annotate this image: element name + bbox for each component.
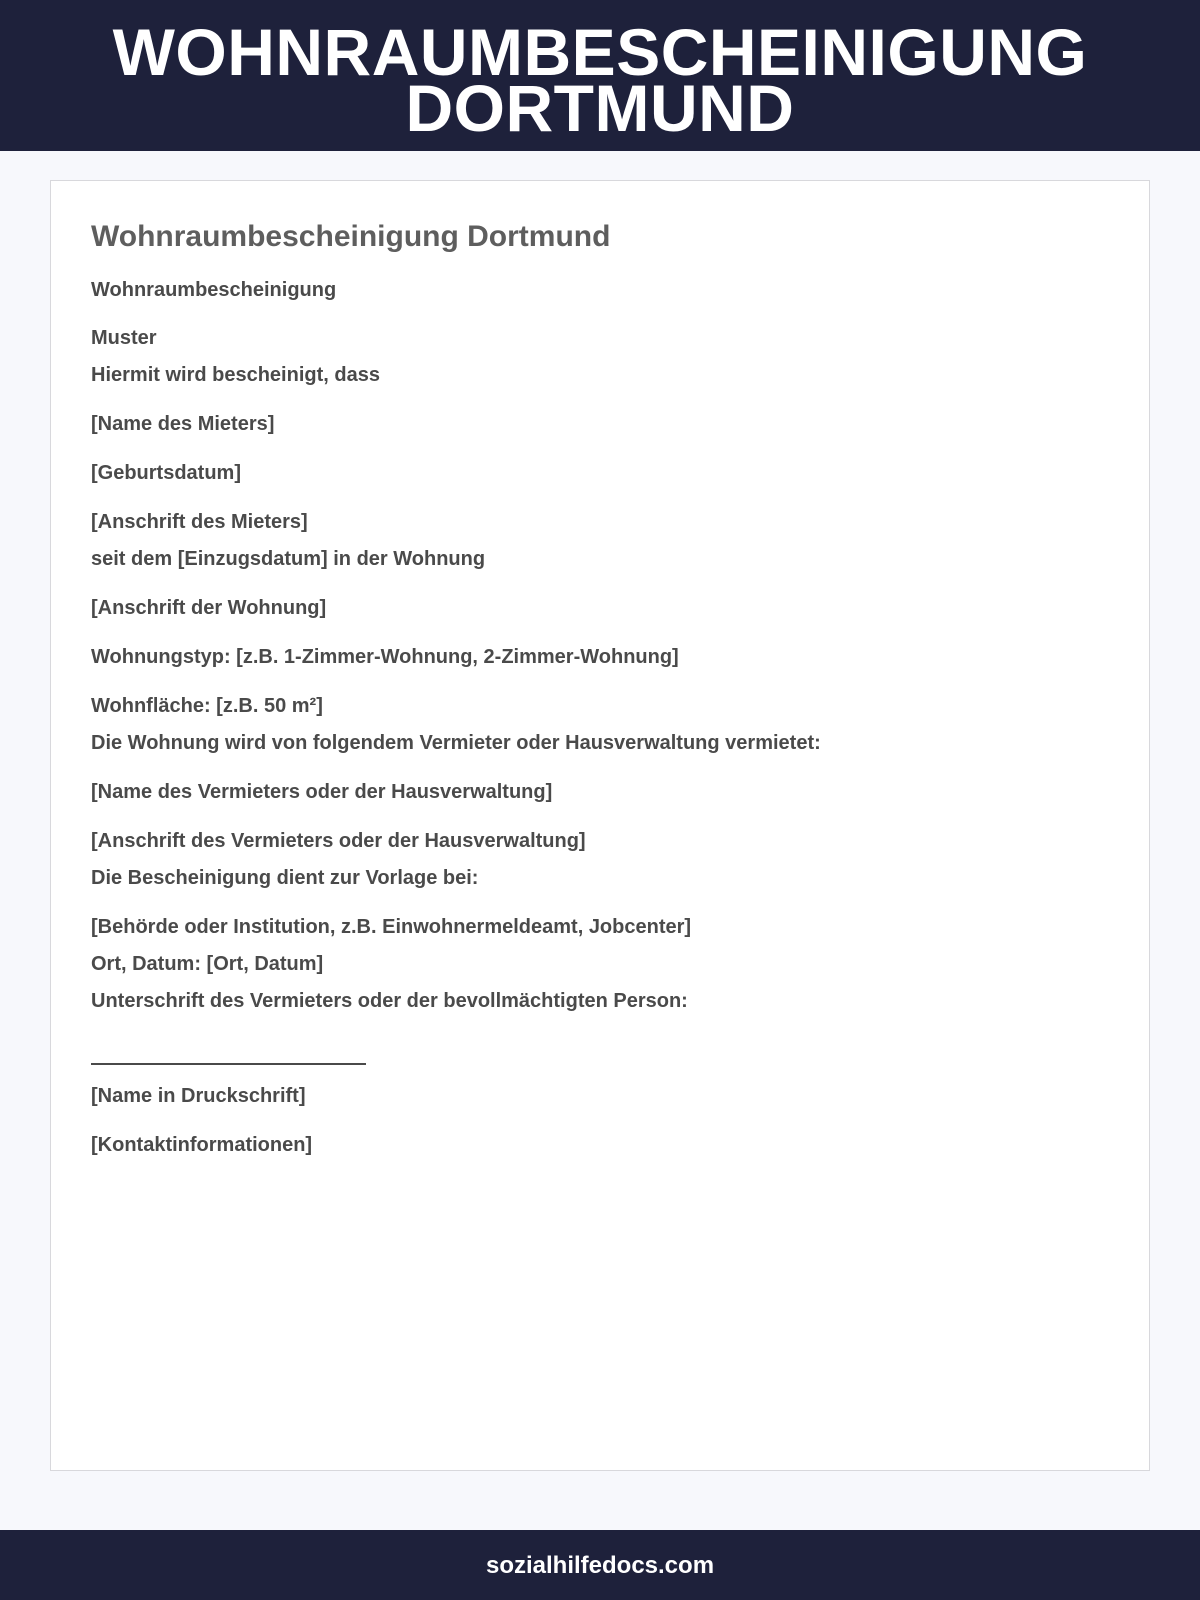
certification-intro: Hiermit wird bescheinigt, dass: [91, 364, 380, 386]
document-card: [50, 180, 1150, 1471]
sample-label: Muster: [91, 327, 157, 349]
birth-date-placeholder: [Geburtsdatum]: [91, 462, 241, 484]
tenant-address-placeholder: [Anschrift des Mieters]: [91, 511, 308, 533]
banner-title: [0, 15, 1200, 145]
purpose-intro-line: Die Bescheinigung dient zur Vorlage bei:: [91, 867, 479, 889]
footer-site-name: sozialhilfedocs.com: [485, 1552, 715, 1579]
landlord-name-placeholder: [Name des Vermieters oder der Hausverwaltung]: [91, 781, 553, 803]
apartment-address-placeholder: [Anschrift der Wohnung]: [91, 597, 327, 619]
footer-bar: [0, 1530, 1200, 1600]
printed-name-placeholder: [Name in Druckschrift]: [91, 1085, 306, 1107]
authority-placeholder: [Behörde oder Institution, z.B. Einwohnermeldeamt, Jobcenter]: [91, 916, 692, 938]
contact-info-placeholder: [Kontaktinformationen]: [91, 1134, 313, 1156]
banner-title-line-2: DORTMUND: [405, 71, 795, 145]
signature-line: [91, 1063, 366, 1065]
title-banner: [0, 0, 1200, 151]
move-in-date-line: seit dem [Einzugsdatum] in der Wohnung: [91, 548, 486, 570]
place-date-line: Ort, Datum: [Ort, Datum]: [91, 953, 324, 975]
document-type-line: Wohnraumbescheinigung: [91, 279, 337, 301]
landlord-intro-line: Die Wohnung wird von folgendem Vermieter oder Hausverwaltung vermietet:: [91, 732, 821, 754]
document-heading: Wohnraumbescheinigung Dortmund: [91, 220, 611, 253]
tenant-name-placeholder: [Name des Mieters]: [91, 413, 275, 435]
living-area-line: Wohnfläche: [z.B. 50 m²]: [91, 695, 323, 717]
signature-label: Unterschrift des Vermieters oder der bevollmächtigten Person:: [91, 990, 688, 1012]
apartment-type-line: Wohnungstyp: [z.B. 1-Zimmer-Wohnung, 2-Zimmer-Wohnung]: [91, 646, 679, 668]
banner-title-line-1: WOHNRAUMBESCHEINIGUNG: [112, 15, 1088, 89]
landlord-address-placeholder: [Anschrift des Vermieters oder der Hausverwaltung]: [91, 830, 586, 852]
